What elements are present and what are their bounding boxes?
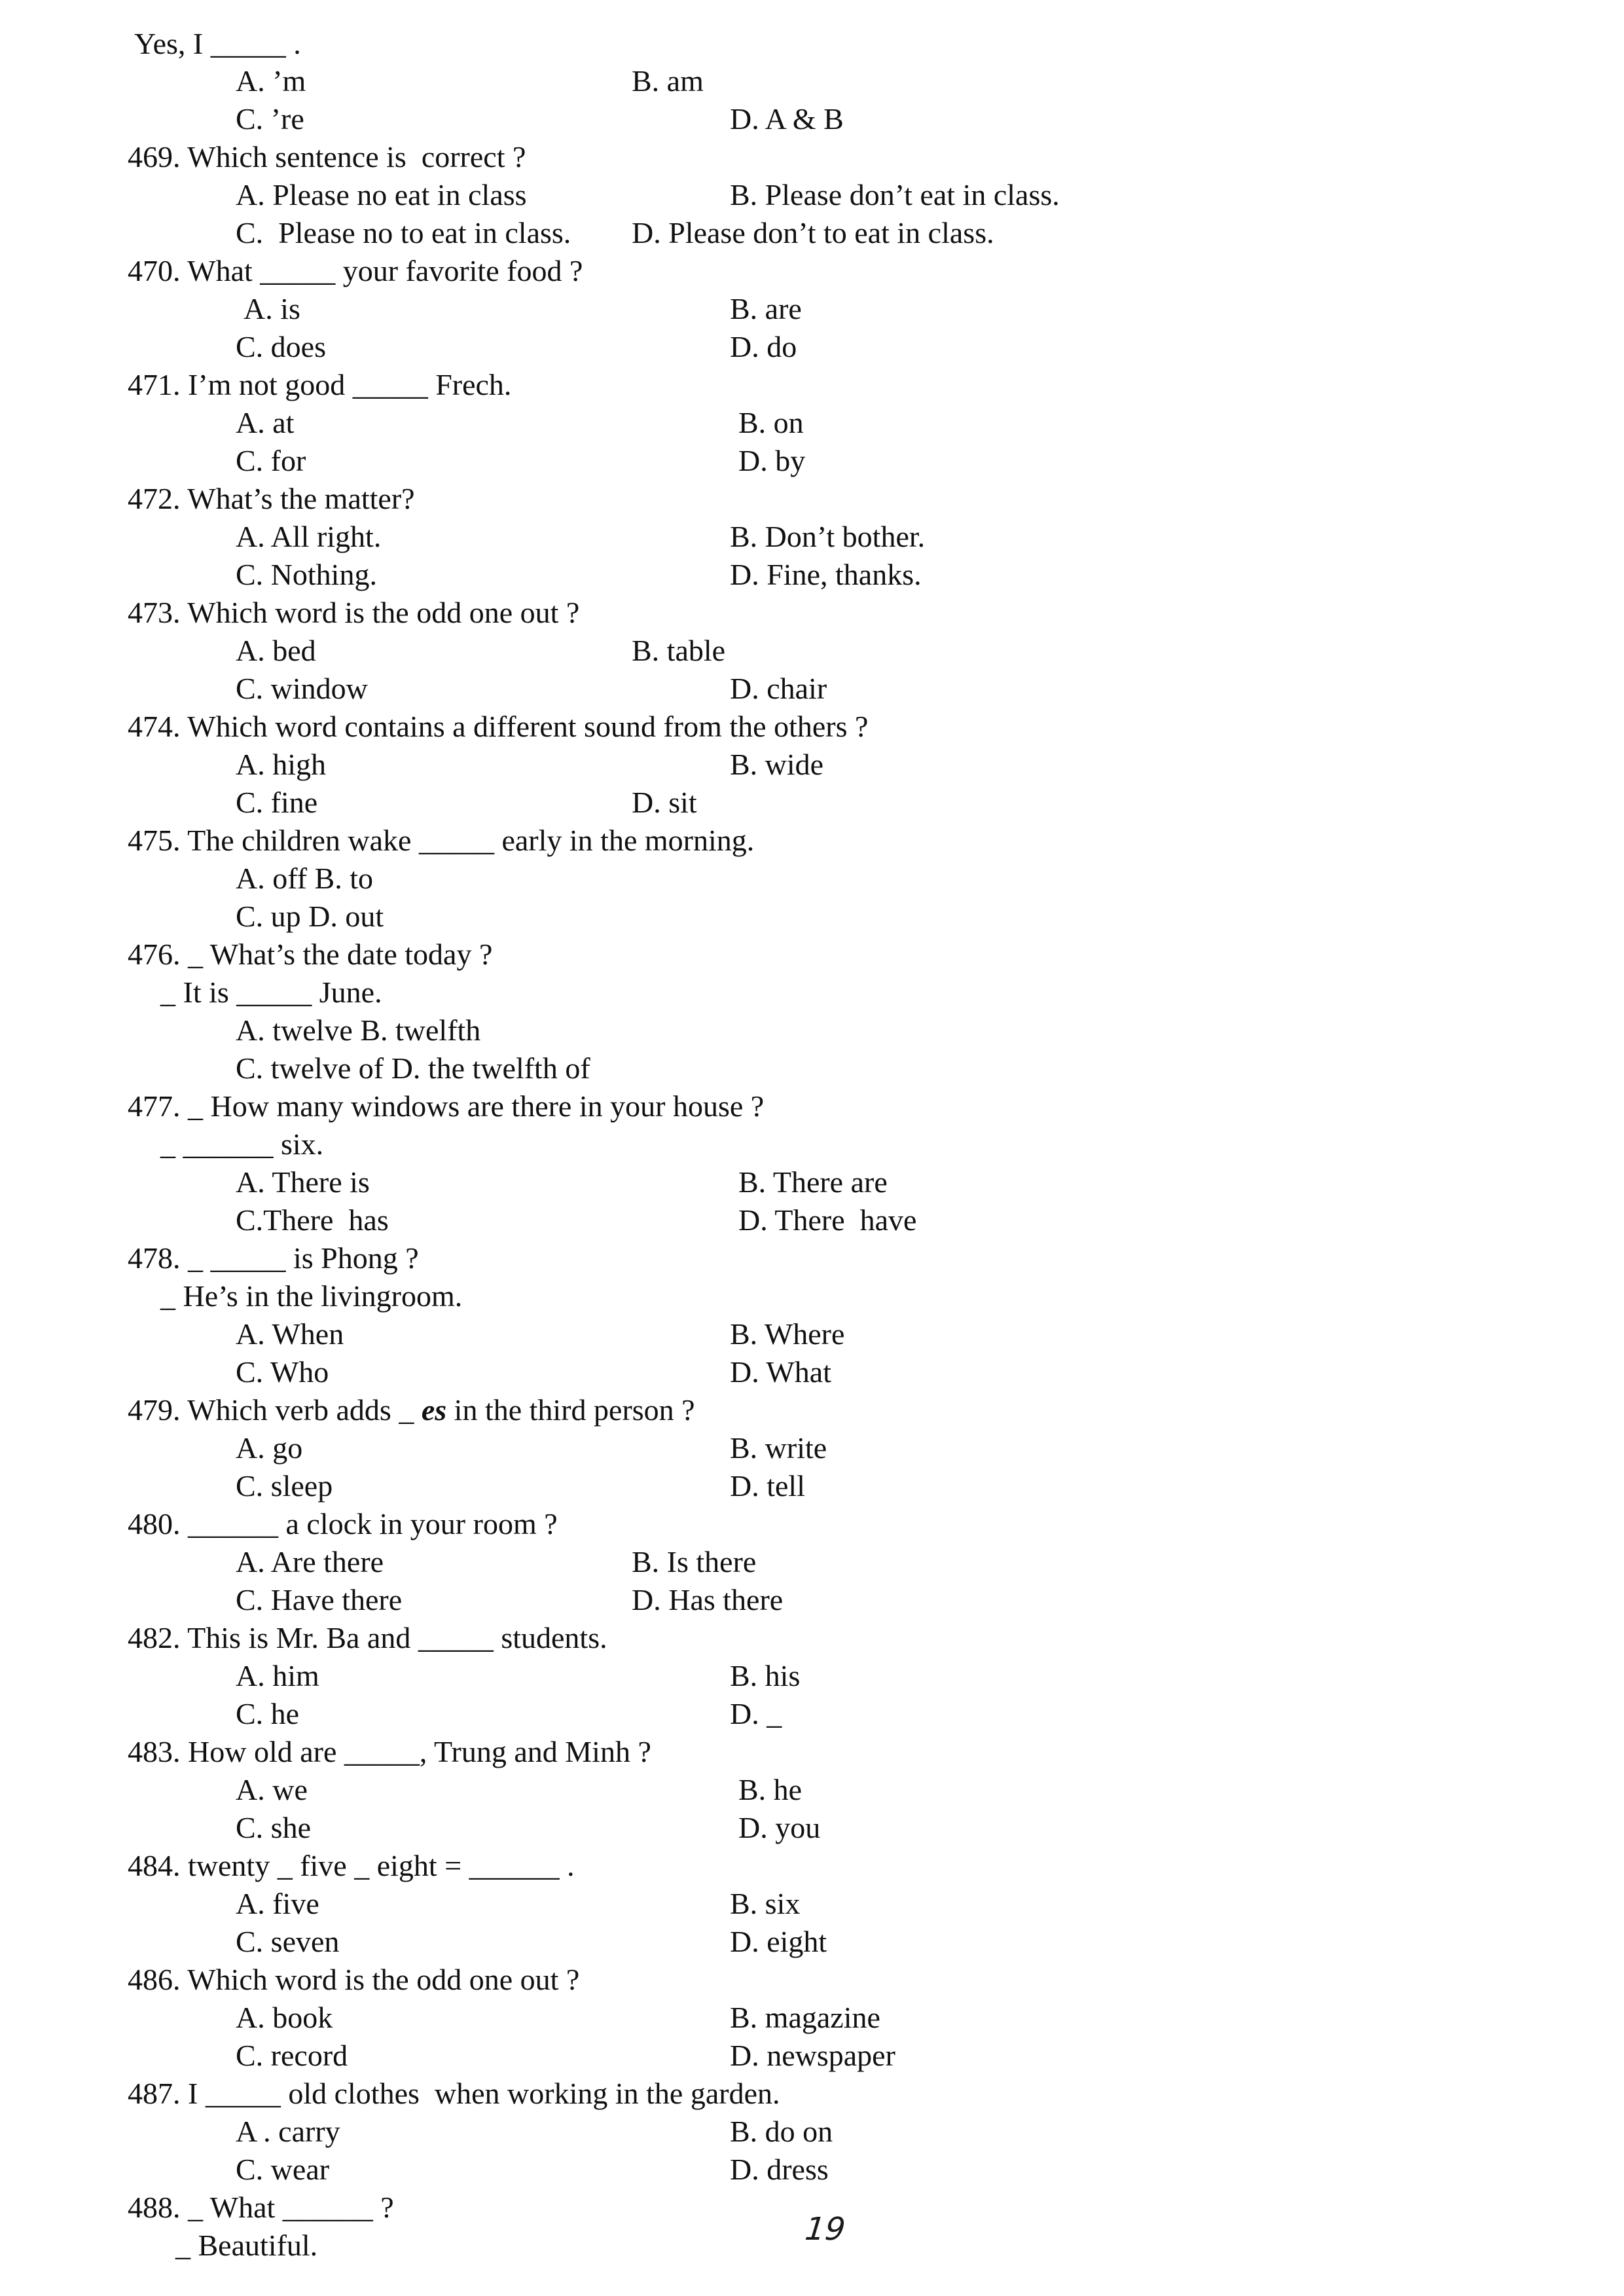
option-b: B. his	[730, 1659, 801, 1692]
question-text-start: 479. Which verb adds _	[128, 1393, 422, 1427]
option-b: B. do on	[730, 2115, 833, 2148]
option-d: D. newspaper	[730, 2039, 895, 2072]
option-d: D. Has there	[632, 1583, 784, 1616]
option-b: B. Is there	[632, 1545, 757, 1578]
option-b: B. Don’t bother.	[730, 520, 926, 553]
option-a: A. him	[236, 1659, 319, 1692]
option-b: B. on	[738, 406, 804, 439]
option-b: B. table	[632, 634, 726, 667]
option-a: A. book	[236, 2001, 333, 2034]
options-ab: A. off B. to	[236, 862, 373, 895]
option-d: D. sit	[632, 786, 697, 819]
option-a: A. All right.	[236, 520, 382, 553]
option-b: B. magazine	[730, 2001, 880, 2034]
option-b: B. There are	[738, 1165, 888, 1199]
question-469: 469. Which sentence is correct ?	[128, 140, 526, 173]
option-c: C. for	[236, 444, 306, 477]
option-d: D. There have	[738, 1203, 917, 1237]
option-c: C. sleep	[236, 1469, 333, 1503]
option-d: D. dress	[730, 2153, 829, 2186]
question-478: 478. _ _____ is Phong ?	[128, 1241, 419, 1275]
dialogue-line: _ ______ six.	[160, 1127, 324, 1161]
question-480: 480. ______ a clock in your room ?	[128, 1507, 558, 1540]
page-number: 19	[803, 2211, 848, 2248]
question-479	[128, 1391, 695, 1429]
option-d: D. do	[730, 330, 797, 363]
option-a: A. high	[236, 748, 326, 781]
option-a: A. Please no eat in class	[236, 178, 527, 211]
option-d: D. you	[738, 1811, 821, 1844]
option-b: B. six	[730, 1887, 801, 1920]
option-a: A. is	[244, 292, 300, 325]
option-b: B. Where	[730, 1317, 845, 1351]
question-488: 488. _ What ______ ?	[128, 2191, 394, 2224]
option-c: C. record	[236, 2039, 348, 2072]
option-c: C. Have there	[236, 1583, 403, 1616]
options-cd: C. twelve of D. the twelfth of	[236, 1051, 590, 1085]
option-c: C. wear	[236, 2153, 330, 2186]
dialogue-line: _ He’s in the livingroom.	[160, 1279, 463, 1313]
question-474: 474. Which word contains a different sound from the others ?	[128, 710, 869, 743]
suffix-es: es	[421, 1393, 447, 1427]
option-a: A. at	[236, 406, 295, 439]
option-c: C. window	[236, 672, 368, 705]
options-ab: A. twelve B. twelfth	[236, 1013, 481, 1047]
option-a: A. bed	[236, 634, 316, 667]
question-487: 487. I _____ old clothes when working in the garden.	[128, 2077, 780, 2110]
option-c: C. she	[236, 1811, 311, 1844]
option-d: D. Fine, thanks.	[730, 558, 922, 591]
option-a: A. When	[236, 1317, 344, 1351]
option-d: D. by	[738, 444, 806, 477]
option-a: A. we	[236, 1773, 308, 1806]
question-477: 477. _ How many windows are there in your house ?	[128, 1089, 765, 1123]
option-d: D. tell	[730, 1469, 805, 1503]
option-a: A. five	[236, 1887, 319, 1920]
option-c: C.There has	[236, 1203, 389, 1237]
option-c: C. does	[236, 330, 326, 363]
question-473: 473. Which word is the odd one out ?	[128, 596, 580, 629]
question-482: 482. This is Mr. Ba and _____ students.	[128, 1621, 607, 1654]
option-d: D. A & B	[730, 102, 844, 136]
option-b: B. he	[738, 1773, 803, 1806]
option-c: C. ’re	[236, 102, 304, 136]
dialogue-line: _ Beautiful.	[175, 2229, 318, 2262]
question-470: 470. What _____ your favorite food ?	[128, 254, 583, 287]
answer-line: Yes, I _____ .	[134, 27, 301, 60]
option-a: A. Are there	[236, 1545, 384, 1578]
option-d: D. _	[730, 1697, 782, 1730]
option-c: C. Nothing.	[236, 558, 377, 591]
options-cd: C. up D. out	[236, 900, 384, 933]
question-486: 486. Which word is the odd one out ?	[128, 1963, 580, 1996]
option-b: B. are	[730, 292, 802, 325]
option-b: B. am	[632, 64, 704, 98]
question-471: 471. I’m not good _____ Frech.	[128, 368, 512, 401]
question-483: 483. How old are _____, Trung and Minh ?	[128, 1735, 651, 1768]
option-c: C. fine	[236, 786, 318, 819]
question-472: 472. What’s the matter?	[128, 482, 415, 515]
question-text-end: in the third person ?	[446, 1393, 695, 1427]
option-c: C. Please no to eat in class.	[236, 216, 571, 249]
option-c: C. Who	[236, 1355, 329, 1389]
option-d: D. Please don’t to eat in class.	[632, 216, 994, 249]
option-d: D. chair	[730, 672, 827, 705]
option-a: A. go	[236, 1431, 303, 1465]
option-a: A. ’m	[236, 64, 306, 98]
question-476: 476. _ What’s the date today ?	[128, 938, 493, 971]
option-b: B. Please don’t eat in class.	[730, 178, 1060, 211]
option-c: C. seven	[236, 1925, 340, 1958]
option-a: A. There is	[236, 1165, 370, 1199]
dialogue-line: _ It is _____ June.	[160, 975, 382, 1009]
option-b: B. wide	[730, 748, 824, 781]
question-475: 475. The children wake _____ early in the morning.	[128, 824, 755, 857]
option-a: A . carry	[236, 2115, 340, 2148]
option-b: B. write	[730, 1431, 827, 1465]
question-484: 484. twenty _ five _ eight = ______ .	[128, 1849, 575, 1882]
option-c: C. he	[236, 1697, 300, 1730]
option-d: D. eight	[730, 1925, 827, 1958]
option-d: D. What	[730, 1355, 832, 1389]
